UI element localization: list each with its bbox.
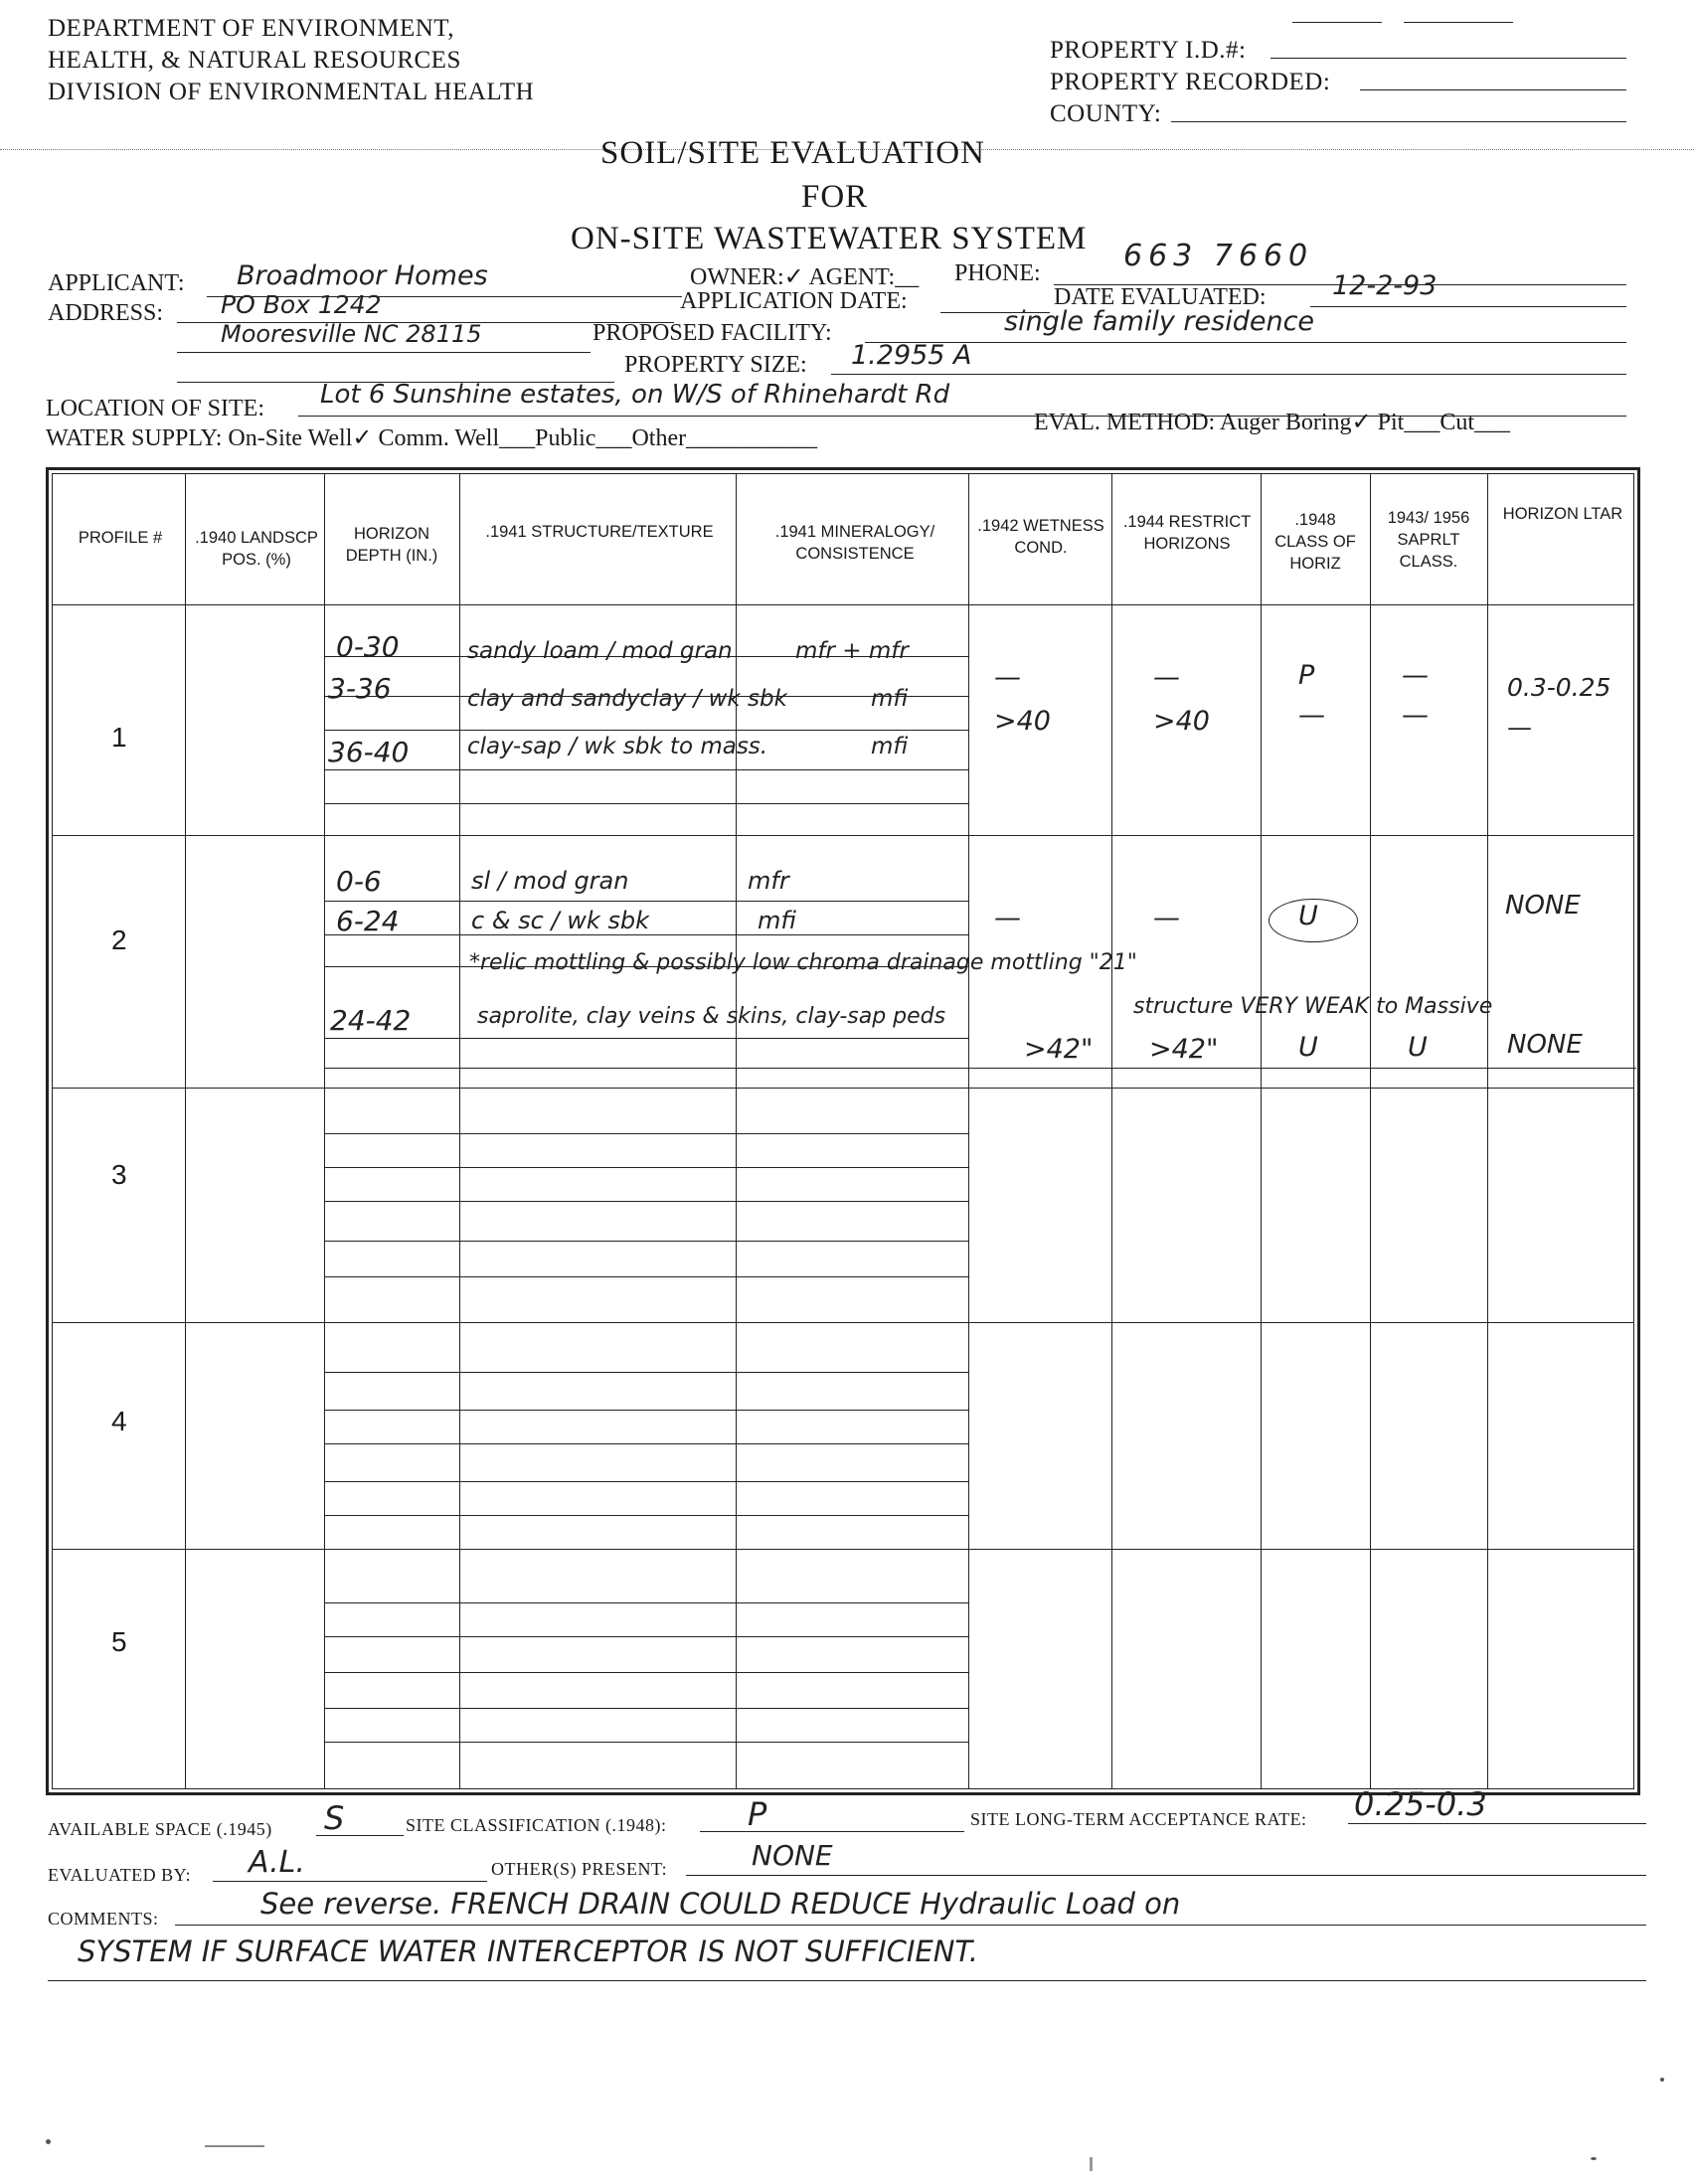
property-id-field[interactable]	[1270, 58, 1626, 59]
header-saprolite: 1943/ 1956 SAPRLT CLASS.	[1387, 509, 1470, 571]
scan-speck	[1591, 2157, 1597, 2160]
ltar-label: SITE LONG-TERM ACCEPTANCE RATE:	[970, 1809, 1307, 1829]
evaluated-by-label: EVALUATED BY:	[48, 1865, 192, 1885]
p1-structure-3: clay-sap / wk sbk to mass.	[467, 734, 768, 759]
form-title-for: FOR	[801, 179, 869, 215]
header-structure-texture: .1941 STRUCTURE/TEXTURE	[485, 523, 714, 541]
county-label: COUNTY:	[1050, 100, 1162, 127]
row-rule	[324, 1742, 968, 1743]
p2-depth-2: 6-24	[336, 905, 400, 937]
col-divider-2	[324, 473, 325, 1789]
dept-line-2: HEALTH, & NATURAL RESOURCES	[48, 47, 461, 74]
scan-speck	[46, 2139, 51, 2144]
col-divider-1	[185, 473, 186, 1789]
profile-number: 4	[111, 1406, 127, 1436]
p1-ltar: 0.3-0.25 —	[1507, 673, 1611, 742]
sheet-line-b	[1404, 22, 1513, 23]
p2-ltar-2: NONE	[1507, 1030, 1583, 1060]
col-divider-8	[1370, 473, 1371, 1789]
property-recorded-field[interactable]	[1360, 89, 1626, 90]
eval-method-label: EVAL. METHOD: Auger Boring✓ Pit___Cut___	[1034, 410, 1511, 435]
row-rule	[324, 1372, 968, 1373]
address-line-1: PO Box 1242	[221, 290, 382, 319]
p2-restrict-2: >42"	[1149, 1034, 1219, 1065]
p2-structure-1: sl / mod gran	[471, 867, 629, 895]
county-field[interactable]	[1171, 121, 1626, 122]
available-space-value: S	[324, 1799, 345, 1837]
others-present-field[interactable]	[686, 1875, 1646, 1876]
phone-label: PHONE:	[954, 260, 1041, 286]
row-rule	[324, 1443, 968, 1444]
p1-saprolite: — —	[1402, 660, 1429, 731]
site-class-value: P	[748, 1795, 767, 1833]
header-profile: PROFILE #	[78, 529, 163, 547]
p1-structure-1: sandy loam / mod gran	[467, 638, 733, 664]
evaluated-by-value: A.L.	[249, 1845, 305, 1880]
proposed-facility-label: PROPOSED FACILITY:	[593, 320, 832, 346]
scan-speck	[1090, 2157, 1093, 2171]
row-rule	[324, 1241, 968, 1242]
address-label: ADDRESS:	[48, 300, 164, 326]
p2-structure-4: saprolite, clay veins & skins, clay-sap peds	[477, 1004, 946, 1029]
address-line-2: Mooresville NC 28115	[221, 320, 482, 348]
evaluation-table-inner	[52, 473, 1634, 1789]
row-rule	[324, 934, 968, 935]
row-rule	[324, 1167, 968, 1168]
location-label: LOCATION OF SITE:	[46, 396, 264, 421]
property-size-value: 1.2955 A	[851, 340, 972, 371]
p2-wetness-2: >42"	[1024, 1034, 1094, 1065]
row-rule	[324, 769, 968, 770]
p1-depth-3: 36-40	[328, 736, 410, 768]
p2-note-2: structure VERY WEAK to Massive	[1133, 994, 1493, 1019]
header-ltar: HORIZON LTAR	[1502, 505, 1623, 523]
header-restrict: .1944 RESTRICT HORIZONS	[1122, 513, 1252, 553]
applicant-value: Broadmoor Homes	[237, 260, 488, 291]
p1-class: P —	[1298, 660, 1325, 731]
available-space-label: AVAILABLE SPACE (.1945)	[48, 1819, 272, 1839]
p1-mineral-3: mfi	[871, 734, 909, 759]
header-landscape: .1940 LANDSCP POS. (%)	[195, 529, 318, 569]
col-divider-6	[1111, 473, 1112, 1789]
header-wetness: .1942 WETNESS COND.	[977, 517, 1104, 557]
sheet-line-a	[1292, 22, 1382, 23]
scan-speck	[1660, 2078, 1664, 2082]
dept-line-1: DEPARTMENT OF ENVIRONMENT,	[48, 15, 454, 42]
row-rule	[324, 1068, 1636, 1069]
p2-saprolite-2: U	[1408, 1032, 1428, 1063]
p2-mineral-2: mfi	[758, 907, 796, 934]
others-present-label: OTHER(S) PRESENT:	[491, 1859, 668, 1879]
property-recorded-label: PROPERTY RECORDED:	[1050, 69, 1331, 95]
header-horizon-depth: HORIZON DEPTH (IN.)	[345, 525, 438, 565]
date-evaluated-field[interactable]	[1310, 306, 1626, 307]
row-rule	[324, 1672, 968, 1673]
row-rule	[324, 1038, 968, 1039]
col-divider-3	[459, 473, 460, 1789]
row-rule	[324, 1133, 968, 1134]
row-rule	[324, 1276, 968, 1277]
p1-mineral-2: mfi	[871, 686, 909, 712]
comments-field-1[interactable]	[175, 1925, 1646, 1926]
p2-class: U	[1298, 901, 1318, 931]
p2-depth-4: 24-42	[330, 1004, 412, 1037]
form-subtitle: ON-SITE WASTEWATER SYSTEM	[571, 221, 1088, 256]
p2-wetness: —	[994, 903, 1021, 933]
form-title: SOIL/SITE EVALUATION	[600, 135, 985, 171]
comments-line-2: SYSTEM IF SURFACE WATER INTERCEPTOR IS NOT SUFFICIENT.	[78, 1934, 978, 1968]
table-header-rule	[52, 604, 1634, 605]
row-rule	[324, 1602, 968, 1603]
p1-restrict: — >40	[1153, 662, 1210, 737]
ltar-value: 0.25-0.3	[1354, 1785, 1487, 1823]
row-rule	[324, 730, 968, 731]
profile-number: 1	[111, 722, 127, 753]
evaluated-by-field[interactable]	[213, 1881, 487, 1882]
profile-separator-2	[52, 1088, 1634, 1089]
site-class-label: SITE CLASSIFICATION (.1948):	[406, 1815, 667, 1835]
header-mineralogy: .1941 MINERALOGY/ CONSISTENCE	[774, 523, 935, 563]
location-value: Lot 6 Sunshine estates, on W/S of Rhinehardt Rd	[320, 380, 950, 410]
header-class: .1948 CLASS OF HORIZ	[1274, 511, 1356, 573]
proposed-facility-value: single family residence	[1004, 306, 1315, 337]
comments-label: COMMENTS:	[48, 1909, 159, 1929]
water-supply-label: WATER SUPPLY: On-Site Well✓ Comm. Well___Public___Other___________	[46, 425, 818, 451]
col-divider-9	[1487, 473, 1488, 1789]
comments-line-1: See reverse. FRENCH DRAIN COULD REDUCE Hydraulic Load on	[260, 1887, 1181, 1921]
p2-depth-1: 0-6	[336, 865, 382, 898]
property-id-label: PROPERTY I.D.#:	[1050, 37, 1247, 64]
row-rule	[324, 1410, 968, 1411]
application-date-label: APPLICATION DATE:	[680, 288, 908, 314]
dept-line-3: DIVISION OF ENVIRONMENTAL HEALTH	[48, 79, 535, 105]
ltar-field[interactable]	[1348, 1823, 1646, 1824]
col-divider-5	[968, 473, 969, 1789]
proposed-facility-field[interactable]	[865, 342, 1626, 343]
col-divider-4	[736, 473, 737, 1789]
profile-separator-4	[52, 1549, 1634, 1550]
applicant-label: APPLICANT:	[48, 270, 185, 296]
p2-mineral-1: mfr	[748, 867, 789, 895]
owner-agent-label: OWNER:✓ AGENT:__	[690, 264, 920, 290]
others-present-value: NONE	[752, 1839, 833, 1872]
p2-structure-2: c & sc / wk sbk	[471, 907, 650, 934]
p2-note: *relic mottling & possibly low chroma drainage mottling "21"	[469, 950, 1137, 975]
p1-mineral-1: mfr + mfr	[795, 638, 909, 664]
row-rule	[324, 1636, 968, 1637]
site-class-field[interactable]	[700, 1831, 964, 1832]
p1-depth-1: 0-30	[336, 630, 400, 663]
p2-ltar: NONE	[1505, 891, 1581, 921]
profile-number: 5	[111, 1626, 127, 1657]
phone-value: 663 7660	[1123, 239, 1314, 273]
property-size-field[interactable]	[831, 374, 1626, 375]
p2-class-2: U	[1298, 1032, 1318, 1063]
scan-speck	[205, 2145, 264, 2147]
row-rule	[324, 901, 968, 902]
profile-separator-3	[52, 1322, 1634, 1323]
p1-structure-2: clay and sandyclay / wk sbk	[467, 686, 787, 712]
p1-depth-2: 3-36	[328, 672, 392, 705]
address-field-2[interactable]	[177, 352, 591, 353]
row-rule	[324, 1201, 968, 1202]
col-divider-7	[1261, 473, 1262, 1789]
profile-number: 3	[111, 1159, 127, 1190]
profile-number: 2	[111, 924, 127, 955]
date-evaluated-value: 12-2-93	[1332, 270, 1438, 301]
row-rule	[324, 1515, 968, 1516]
property-size-label: PROPERTY SIZE:	[624, 352, 807, 378]
available-space-field[interactable]	[316, 1835, 404, 1836]
comments-field-2[interactable]	[48, 1980, 1646, 1981]
p1-wetness: — >40	[994, 662, 1051, 737]
row-rule	[324, 803, 968, 804]
row-rule	[324, 1708, 968, 1709]
profile-separator-1	[52, 835, 1634, 836]
p2-restrict: —	[1153, 903, 1180, 933]
row-rule	[324, 1481, 968, 1482]
date-evaluated-label: DATE EVALUATED:	[1054, 284, 1267, 310]
